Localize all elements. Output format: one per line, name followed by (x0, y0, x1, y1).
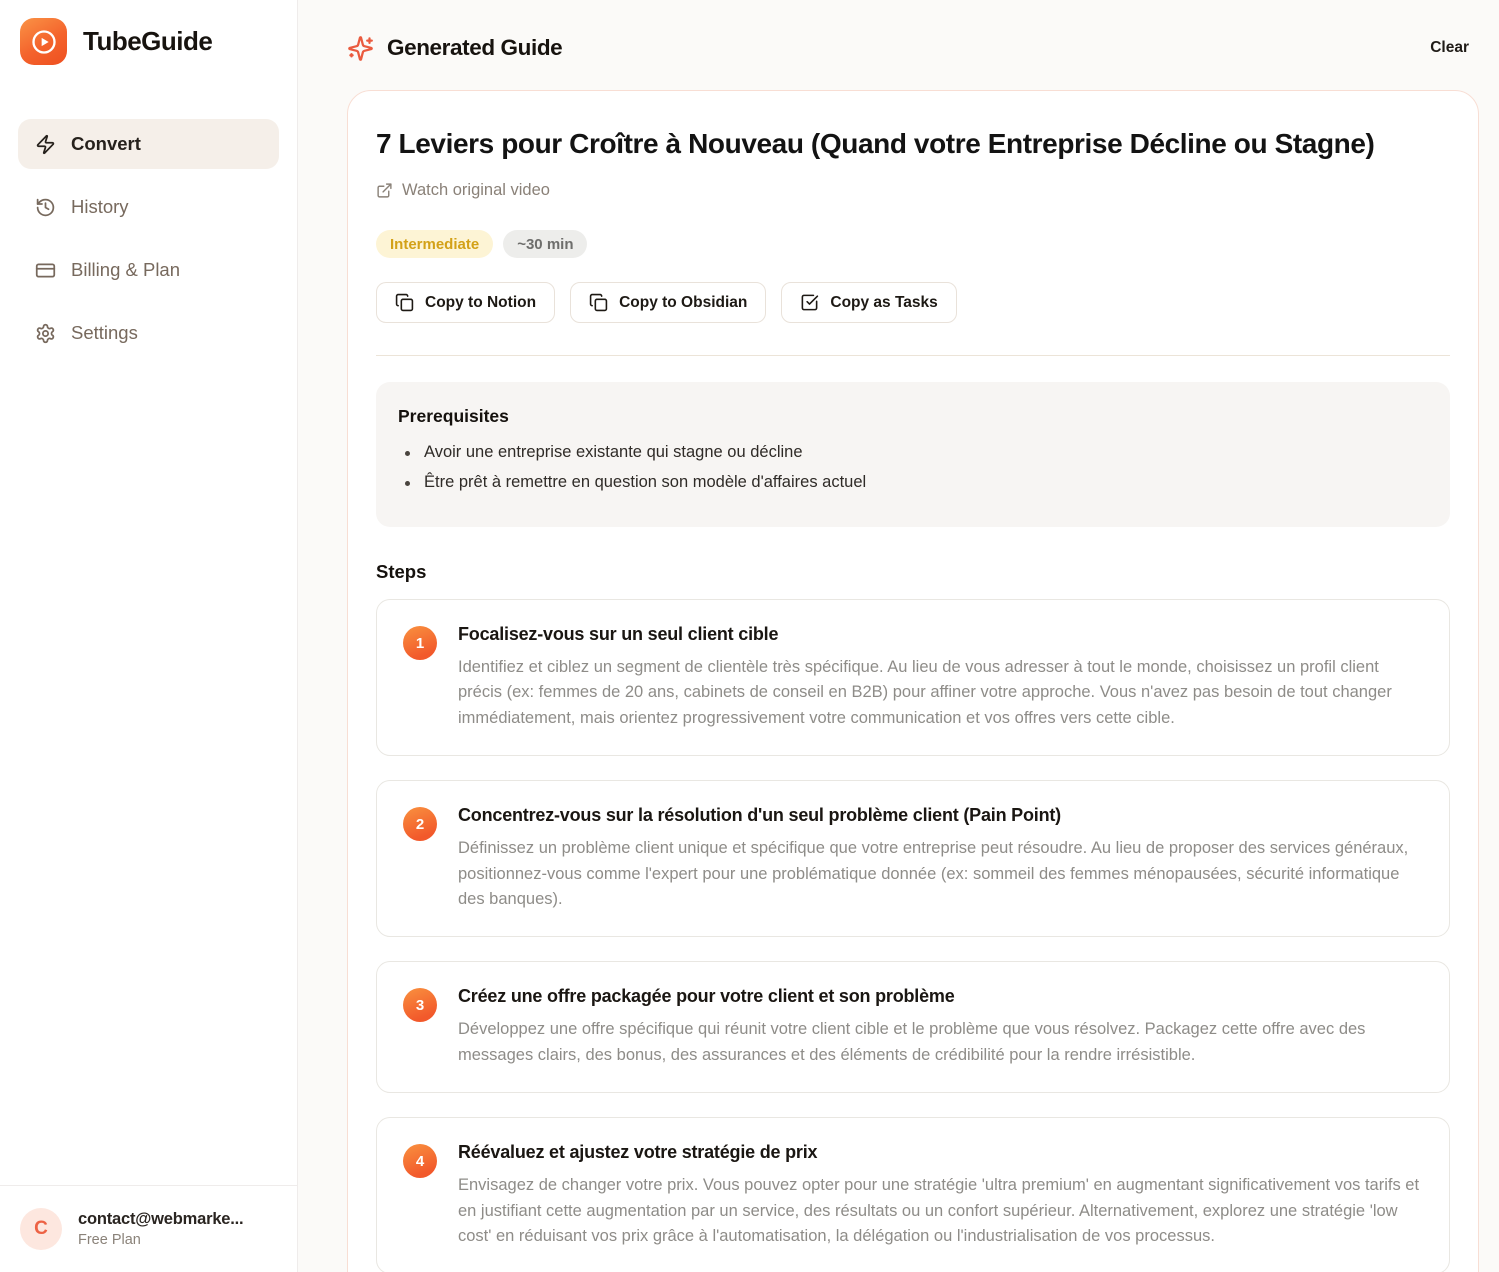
user-plan-badge: Free Plan (78, 1232, 141, 1248)
prerequisites-title: Prerequisites (398, 406, 509, 426)
steps-heading: Steps (376, 561, 427, 582)
level-badge: Intermediate (376, 230, 493, 258)
step-number-badge: 4 (403, 1144, 437, 1178)
guide-title: 7 Leviers pour Croître à Nouveau (Quand votre Entreprise Décline ou Stagne) (376, 128, 1375, 159)
sidebar (0, 0, 298, 1272)
gear-icon (35, 323, 56, 344)
main-content (298, 0, 1499, 1272)
step-description: Développez une offre spécifique qui réunit votre client cible et le problème que vous résolvez. Packagez cette offre avec des messages clairs, des bonus, des assurances et des éléments de crédibilité pour la rendre irrésistible. (458, 1020, 1366, 1064)
tubeguide-logo-icon (20, 18, 67, 65)
button-label: Copy as Tasks (830, 293, 938, 311)
clear-button[interactable]: Clear (1420, 33, 1479, 63)
step-title: Concentrez-vous sur la résolution d'un seul problème client (Pain Point) (458, 805, 1061, 826)
step-card (376, 961, 1450, 1093)
brand (0, 0, 297, 83)
prerequisite-item: Avoir une entreprise existante qui stagne ou décline (398, 443, 1428, 462)
watch-original-video-link[interactable] (376, 181, 550, 200)
watch-link-label: Watch original video (402, 181, 550, 199)
copy-actions-row (376, 282, 1450, 323)
step-title: Focalisez-vous sur un seul client cible (458, 624, 779, 644)
copy-icon (589, 293, 608, 312)
sidebar-item-label: History (71, 196, 129, 217)
copy-as-tasks-button[interactable] (781, 282, 956, 323)
sidebar-item-history[interactable] (18, 182, 279, 232)
step-title: Réévaluez et ajustez votre stratégie de prix (458, 1142, 818, 1163)
duration-badge: ~30 min (503, 230, 587, 258)
page-header (347, 26, 1479, 70)
prerequisites-box (376, 382, 1450, 527)
sidebar-item-label: Settings (71, 322, 138, 343)
sidebar-item-billing[interactable] (18, 245, 279, 295)
history-icon (35, 197, 56, 218)
sidebar-nav (0, 119, 297, 358)
prerequisite-item: Être prêt à remettre en question son modèle d'affaires actuel (398, 473, 1428, 492)
badges-row (376, 230, 1450, 258)
copy-icon (395, 293, 414, 312)
step-description: Envisagez de changer votre prix. Vous pouvez opter pour une stratégie 'ultra premium' en augmentant significativement vos tarifs et en justifiant cette augmentation par un service, des résultats ou un confort supérieur. Alternativement, explorez une stratégie 'low cost' en réduisant vos prix grâce à l'automatisation, la délégation ou l'industrialisation de vos processus. (458, 1176, 1420, 1246)
copy-to-notion-button[interactable] (376, 282, 555, 323)
avatar: C (20, 1208, 62, 1250)
lightning-icon (35, 134, 56, 155)
external-link-icon (376, 182, 393, 199)
step-card (376, 780, 1450, 937)
step-card (376, 1117, 1450, 1272)
step-description: Identifiez et ciblez un segment de clientèle très spécifique. Au lieu de vous adresser à tout le monde, choisissez un profil client précis (ex: femmes de 20 ans, cabinets de conseil en B2B) pour affiner votre approche. Vous n'avez pas besoin de tout changer immédiatement, mais orientez progressivement votre communication et vos offres vers cette cible. (458, 658, 1392, 727)
copy-to-obsidian-button[interactable] (570, 282, 766, 323)
sparkles-icon (347, 35, 374, 62)
button-label: Copy to Notion (425, 293, 537, 311)
step-card (376, 599, 1450, 756)
page-title: Generated Guide (387, 35, 563, 60)
user-email: contact@webmarke... (78, 1210, 244, 1228)
sidebar-item-convert[interactable] (18, 119, 279, 169)
prerequisites-list (398, 443, 1428, 492)
divider (376, 355, 1450, 356)
credit-card-icon (35, 260, 56, 281)
generated-guide-card (347, 90, 1479, 1272)
step-number-badge: 2 (403, 807, 437, 841)
step-title: Créez une offre packagée pour votre client et son problème (458, 986, 955, 1007)
user-account-section[interactable] (0, 1185, 297, 1272)
brand-name: TubeGuide (83, 26, 213, 56)
step-number-badge: 1 (403, 626, 437, 660)
sidebar-item-label: Billing & Plan (71, 259, 181, 280)
button-label: Copy to Obsidian (619, 293, 748, 311)
check-square-icon (800, 293, 819, 312)
step-number-badge: 3 (403, 988, 437, 1022)
sidebar-item-settings[interactable] (18, 308, 279, 358)
sidebar-item-label: Convert (71, 133, 141, 154)
step-description: Définissez un problème client unique et spécifique que votre entreprise peut résoudre. Au lieu de proposer des services généraux, positionnez-vous comme l'expert pour une problématique donnée (ex: sommeil des femmes ménopausées, sécurité informatique des banques). (458, 839, 1409, 909)
